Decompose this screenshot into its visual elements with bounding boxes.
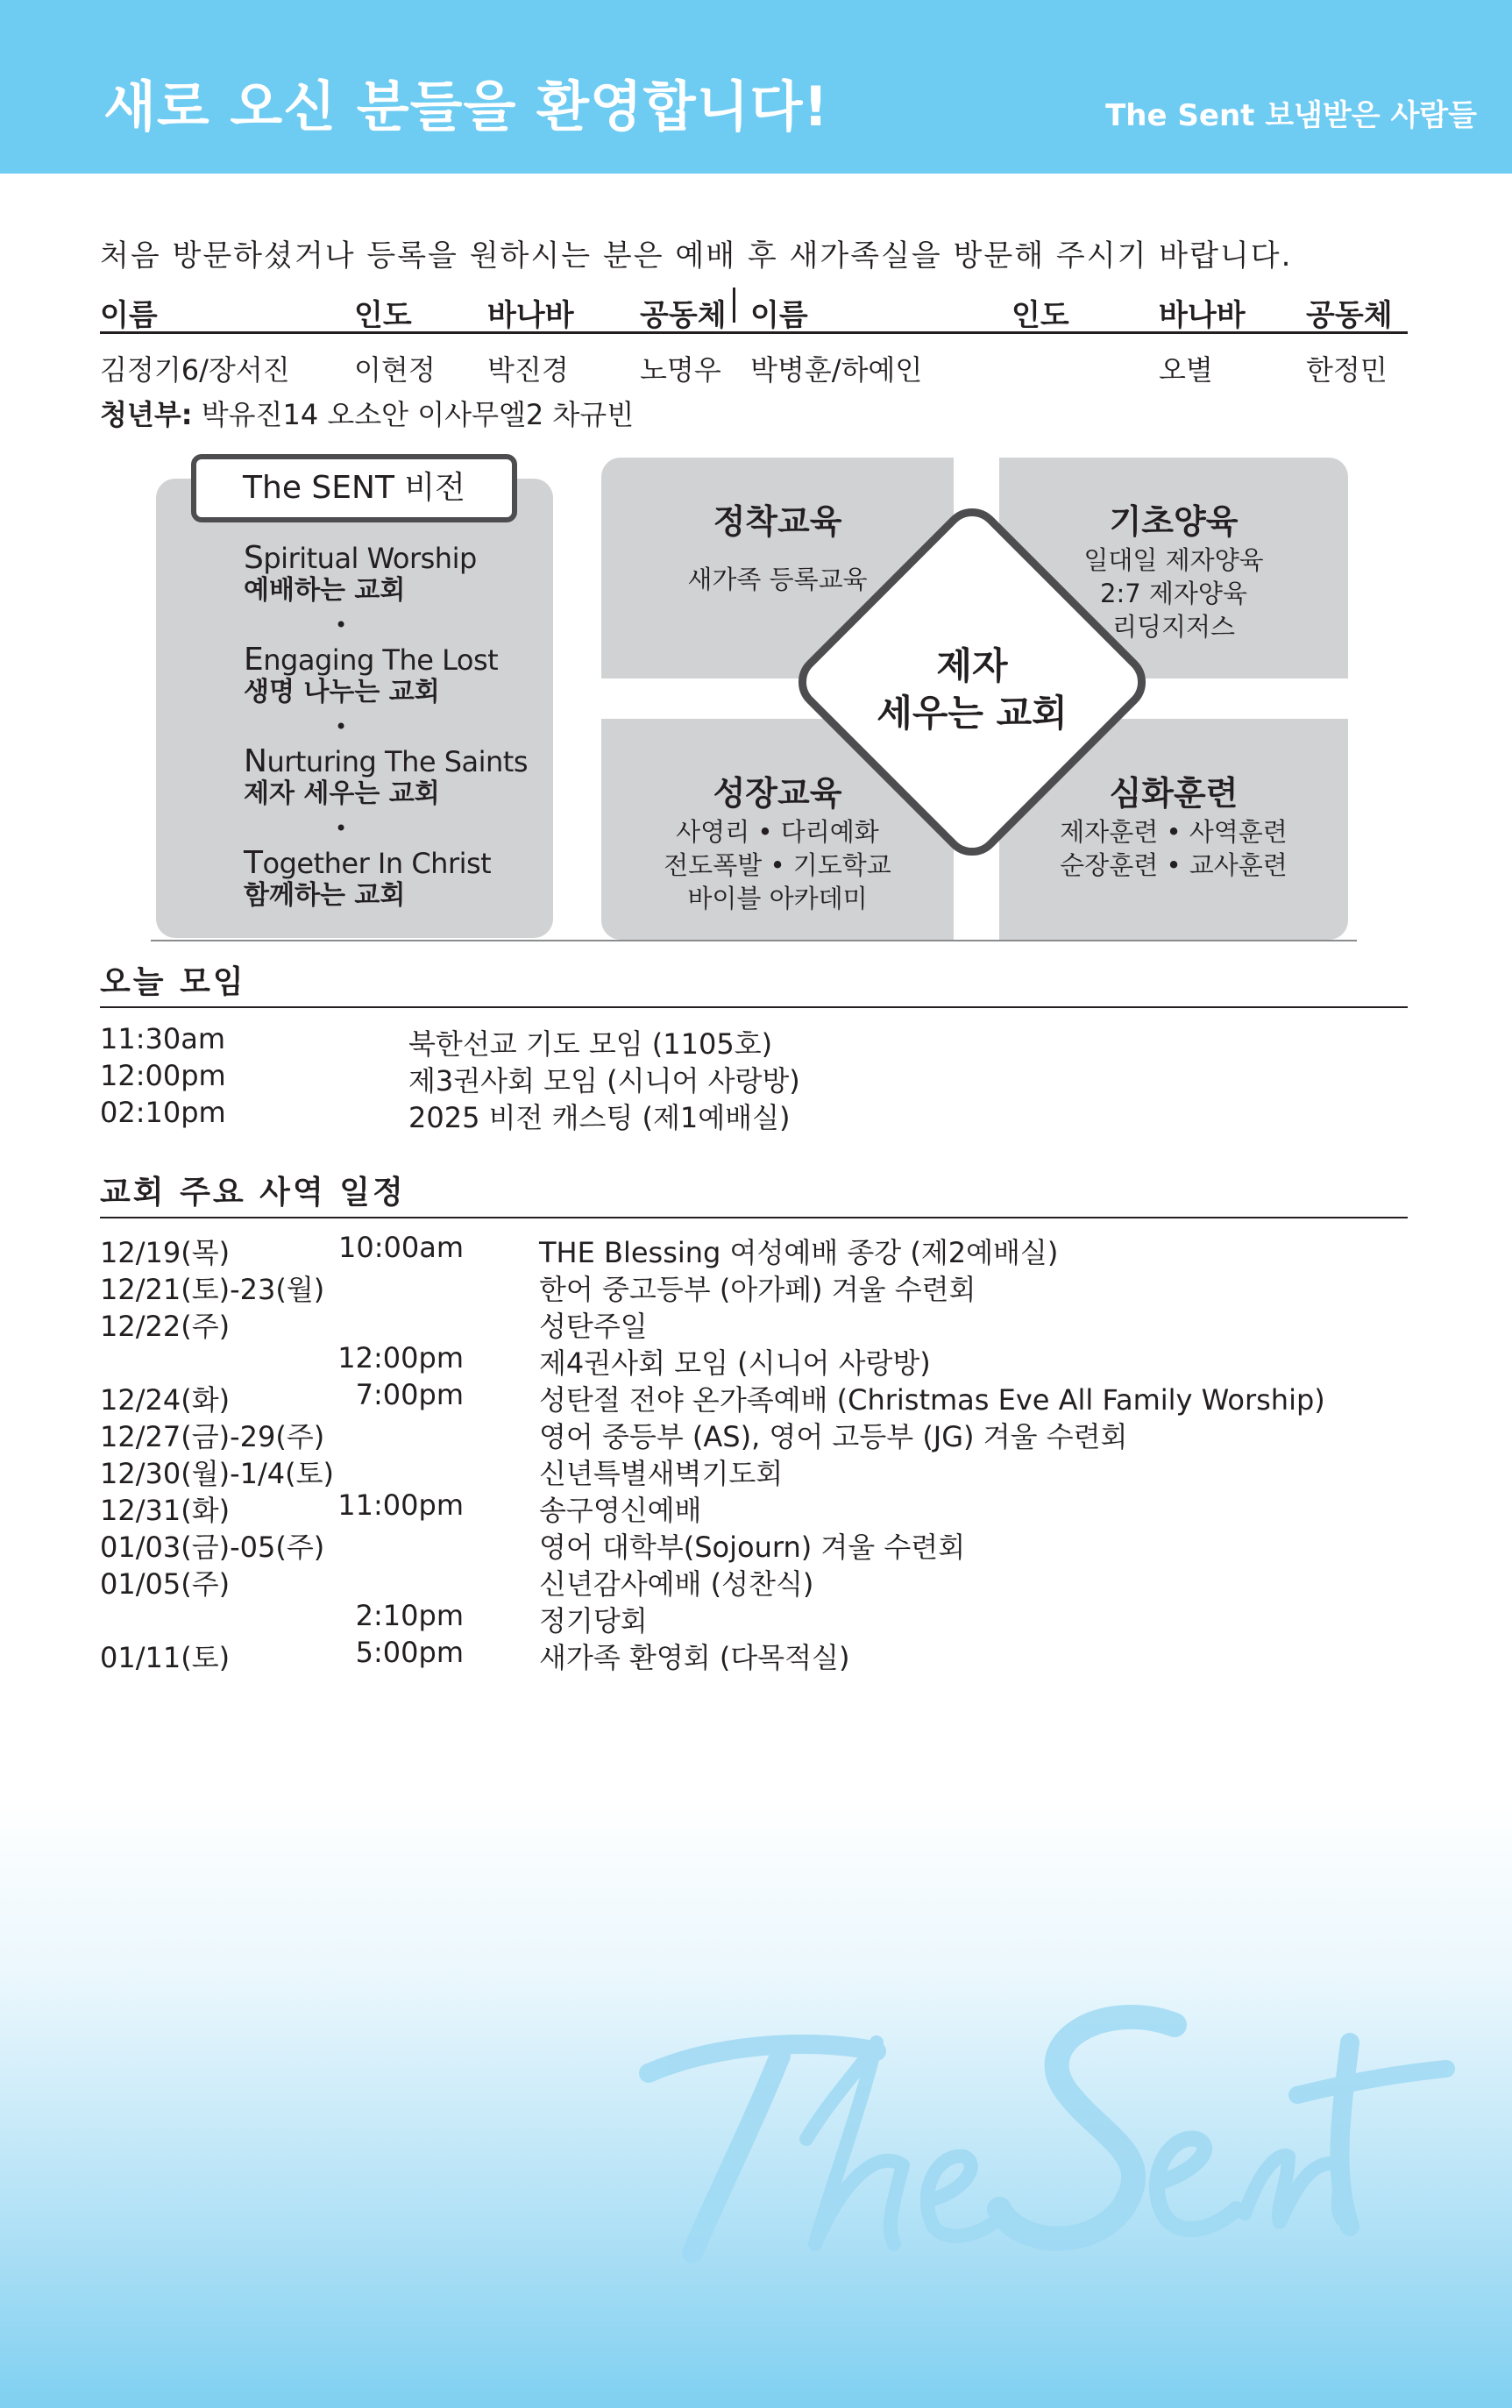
bullet: • (335, 816, 348, 841)
schedule-event: 성탄주일 (539, 1310, 648, 1343)
table-cell: 오별 (1159, 353, 1213, 387)
page-title: 새로 오신 분들을 환영합니다! (103, 75, 829, 139)
quadrant-text: 사영리 • 다리예화 (676, 817, 879, 847)
table-row (100, 334, 1408, 387)
schedule-event: THE Blessing 여성예배 종강 (제2예배실) (539, 1236, 1059, 1269)
schedule-date: 12/22(주) (100, 1310, 231, 1343)
schedule-event: 신년특별새벽기도회 (539, 1457, 784, 1490)
schedule-event: 신년감사예배 (성찬식) (539, 1567, 814, 1601)
quadrant-text: 새가족 등록교육 (687, 565, 868, 594)
welcome-intro: 처음 방문하셨거나 등록을 원하시는 분은 예배 후 새가족실을 방문해 주시기 바랍니다. (100, 238, 1293, 273)
schedule-time: 12:00pm (337, 1341, 464, 1374)
schedule-date: 12/30(월)-1/4(토) (100, 1457, 335, 1490)
schedule-event: 한어 중고등부 (아가페) 겨울 수련회 (539, 1273, 976, 1306)
vision-item-en: Spiritual Worship (244, 540, 477, 576)
column-header: 공동체 (1306, 298, 1393, 333)
column-header: 이름 (750, 298, 808, 333)
quadrant-title: 심화훈련 (1109, 774, 1239, 813)
schedule-event: 정기당회 (539, 1604, 648, 1637)
schedule-date: 01/11(토) (100, 1641, 231, 1674)
table-cell: 노명우 (640, 353, 721, 387)
schedule-event: 성탄절 전야 온가족예배 (Christmas Eve All Family Worship) (539, 1383, 1325, 1417)
table-header (100, 288, 1408, 334)
schedule-title: 교회 주요 사역 일정 (100, 1175, 406, 1211)
youth-names: 박유진14 오소안 이사무엘2 차규빈 (201, 398, 635, 431)
schedule-time: 10:00am (338, 1231, 464, 1264)
table-cell: 이현정 (354, 353, 436, 387)
column-header: 이름 (100, 298, 158, 333)
vision-item-en: Nurturing The Saints (244, 743, 529, 779)
schedule-date: 12/27(금)-29(주) (100, 1420, 325, 1453)
schedule-date: 12/19(목) (100, 1236, 231, 1269)
schedule-event: 영어 대학부(Sojourn) 겨울 수련회 (539, 1531, 966, 1564)
today-title: 오늘 모임 (100, 964, 246, 1000)
vision-title: The SENT 비전 (191, 454, 517, 522)
vision-item-en: Engaging The Lost (244, 642, 499, 678)
schedule-date: 01/05(주) (100, 1567, 231, 1601)
the-sent-watermark-logo (614, 1990, 1455, 2279)
section-divider (100, 1217, 1408, 1218)
vision-list (244, 542, 542, 912)
quadrant-text: 리딩지저스 (1111, 612, 1236, 642)
schedule-date: 12/24(화) (100, 1383, 231, 1417)
schedule-time: 7:00pm (355, 1378, 464, 1411)
schedule-date: 12/21(토)-23(월) (100, 1273, 325, 1306)
quadrant-text: 제자훈련 • 사역훈련 (1060, 817, 1288, 847)
table-cell: 박진경 (487, 353, 569, 387)
quadrant-title: 기초양육 (1109, 502, 1239, 541)
bullet: • (335, 613, 348, 637)
table-cell: 김정기6/장서진 (100, 353, 290, 387)
column-header: 공동체 (640, 298, 727, 333)
quadrant-title: 성장교육 (713, 774, 842, 813)
schedule-time: 2:10pm (355, 1599, 464, 1632)
column-header: 인도 (354, 298, 412, 333)
vision-item-en: Together In Christ (244, 845, 492, 881)
table-cell: 박병훈/하예인 (750, 353, 923, 387)
new-member-table (100, 288, 1408, 387)
vision-item-ko: 생명 나누는 교회 (244, 677, 440, 707)
column-divider (733, 288, 735, 323)
vision-item-ko: 함께하는 교회 (244, 880, 406, 911)
brand-tagline: The Sent 보냄받은 사람들 (1105, 98, 1477, 133)
section-divider (100, 1006, 1408, 1008)
schedule-time: 11:00pm (337, 1488, 464, 1522)
column-header: 인도 (1012, 298, 1069, 333)
vision-item-ko: 제자 세우는 교회 (244, 778, 440, 809)
header-banner (0, 0, 1512, 174)
diagram-baseline (151, 940, 1357, 941)
schedule-date: 12/31(화) (100, 1494, 231, 1527)
schedule-event: 새가족 환영회 (다목적실) (539, 1641, 850, 1674)
schedule-event: 송구영신예배 (539, 1494, 702, 1527)
quadrant-text: 바이블 아카데미 (687, 884, 868, 913)
youth-line (100, 393, 634, 433)
quadrant-text: 순장훈련 • 교사훈련 (1060, 850, 1288, 880)
quadrant-title: 정착교육 (713, 502, 842, 541)
vision-item-ko: 예배하는 교회 (244, 575, 406, 606)
schedule-event: 영어 중등부 (AS), 영어 고등부 (JG) 겨울 수련회 (539, 1420, 1128, 1453)
youth-label: 청년부: (100, 398, 193, 431)
schedule-date: 01/03(금)-05(주) (100, 1531, 325, 1564)
center-label: 제자 세우는 교회 (877, 644, 1068, 735)
bullet: • (335, 714, 348, 739)
column-header: 바나바 (487, 298, 574, 333)
quadrant-text: 일대일 제자양육 (1083, 545, 1264, 575)
schedule-event: 제4권사회 모임 (시니어 사랑방) (539, 1346, 931, 1380)
table-cell: 한정민 (1306, 353, 1388, 387)
quadrant-text: 2:7 제자양육 (1100, 579, 1247, 608)
schedule-time: 5:00pm (355, 1636, 464, 1669)
column-header: 바나바 (1159, 298, 1246, 333)
quadrant-text: 전도폭발 • 기도학교 (664, 850, 891, 880)
